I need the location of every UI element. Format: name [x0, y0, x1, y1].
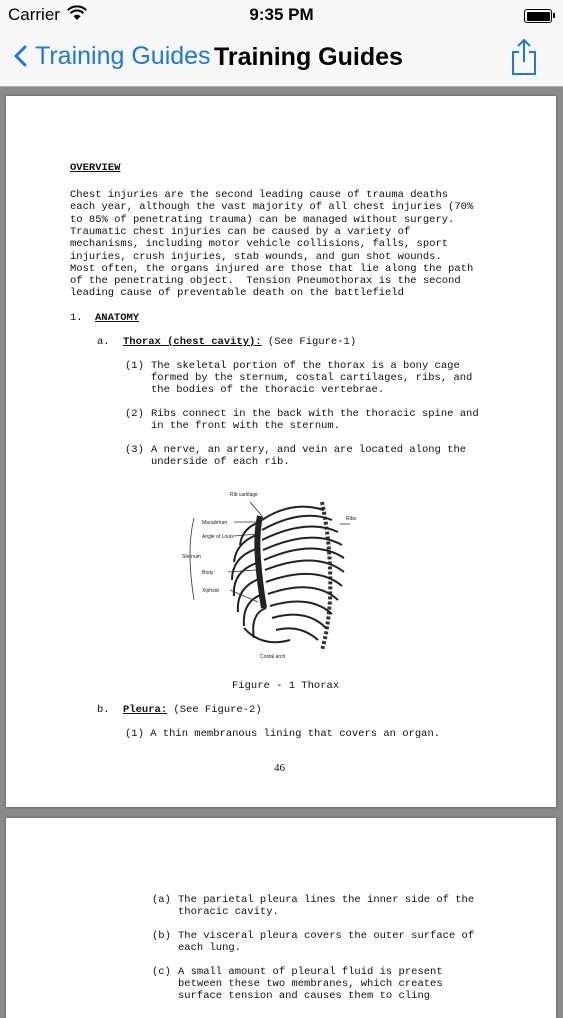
- figure-caption: Figure - 1 Thorax: [232, 680, 340, 692]
- back-button[interactable]: [14, 40, 211, 72]
- item-b-title: Pleura:: [123, 704, 168, 716]
- item-b-ref: (See Figure-2): [167, 704, 262, 716]
- page-title: Training Guides: [214, 43, 403, 71]
- label-rib-cartilage: Rib cartilage: [230, 492, 258, 498]
- overview-heading: OVERVIEW: [70, 162, 121, 174]
- navigation-bar: [0, 30, 563, 87]
- overview-line: Traumatic chest injuries can be caused by a variety of: [70, 225, 411, 238]
- point-line: A nerve, an artery, and vein are located along the: [151, 444, 467, 456]
- overview-line: injuries, crush injuries, stab wounds, and gun shot wounds.: [70, 250, 442, 263]
- point-number: (c): [152, 966, 171, 978]
- section-1-title: ANATOMY: [95, 312, 140, 324]
- carrier-label: Carrier: [8, 5, 60, 24]
- thorax-figure: [172, 490, 366, 662]
- battery-icon: [524, 9, 552, 23]
- item-b-letter: b.: [97, 704, 110, 716]
- overview-line: of the penetrating object. Tension Pneumothorax is the second: [70, 275, 461, 288]
- label-body: Body: [202, 570, 214, 576]
- item-b-heading: [123, 704, 262, 716]
- label-sternum: Sternum: [182, 554, 201, 560]
- overview-line: mechanisms, including motor vehicle collisions, falls, sport: [70, 238, 449, 251]
- document-page-1[interactable]: [6, 96, 556, 807]
- item-a-title: Thorax (chest cavity):: [123, 336, 262, 348]
- point-line: Ribs connect in the back with the thoracic spine and: [151, 408, 479, 420]
- point-line: formed by the sternum, costal cartilages, ribs, and: [151, 372, 473, 384]
- share-icon[interactable]: [509, 38, 539, 76]
- point-line: The parietal pleura lines the inner side of the: [178, 894, 475, 906]
- point-number: (a): [152, 894, 171, 906]
- point-line: in the front with the sternum.: [151, 420, 341, 432]
- point-line: each lung.: [178, 942, 242, 954]
- point-number: (1): [125, 360, 144, 372]
- point-line: thoracic cavity.: [178, 906, 279, 918]
- overview-line: to 85% of penetrating trauma) can be managed without surgery.: [70, 213, 455, 226]
- overview-line: leading cause of preventable death on the battlefield: [70, 287, 404, 300]
- label-costal-arch: Costal arch: [260, 654, 286, 660]
- status-bar: [0, 0, 563, 30]
- clock: 9:35 PM: [249, 5, 314, 24]
- point-number: (b): [152, 930, 171, 942]
- document-page-2[interactable]: [6, 818, 556, 1018]
- point-line: The skeletal portion of the thorax is a bony cage: [151, 360, 460, 372]
- item-a-heading: [123, 336, 356, 348]
- point-line: surface tension and causes them to cling: [178, 990, 431, 1002]
- point-line: the bodies of the thoracic vertebrae.: [151, 384, 385, 396]
- label-angle-of-louis: Angle of Louis: [202, 534, 234, 540]
- point-line: A small amount of pleural fluid is present: [178, 966, 443, 978]
- item-a-letter: a.: [97, 336, 110, 348]
- label-xiphoid: Xiphoid: [202, 588, 219, 594]
- overview-line: Chest injuries are the second leading cause of trauma deaths: [70, 189, 449, 201]
- back-button-label: Training Guides: [35, 41, 211, 70]
- section-1-number: 1.: [70, 312, 83, 324]
- item-a-ref: (See Figure-1): [261, 336, 357, 348]
- rib-cage-illustration: [172, 490, 366, 662]
- point-line: The visceral pleura covers the outer surface of: [178, 930, 475, 942]
- page-number: 46: [274, 762, 285, 774]
- point-number: (2): [125, 408, 144, 420]
- label-ribs: Ribs: [346, 516, 357, 522]
- point-line: between these two membranes, which creates: [178, 978, 443, 990]
- label-manubrium: Manubrium: [202, 520, 228, 526]
- overview-line: Most often, the organs injured are those that lie along the path: [70, 262, 474, 275]
- overview-line: each year, although the vast majority of all chest injuries (70%: [70, 201, 474, 214]
- point-number: (3): [125, 444, 144, 456]
- item-b-point-1: (1) A thin membranous lining that covers an organ.: [125, 728, 441, 740]
- point-line: underside of each rib.: [151, 456, 290, 468]
- chevron-left-icon: [14, 45, 27, 67]
